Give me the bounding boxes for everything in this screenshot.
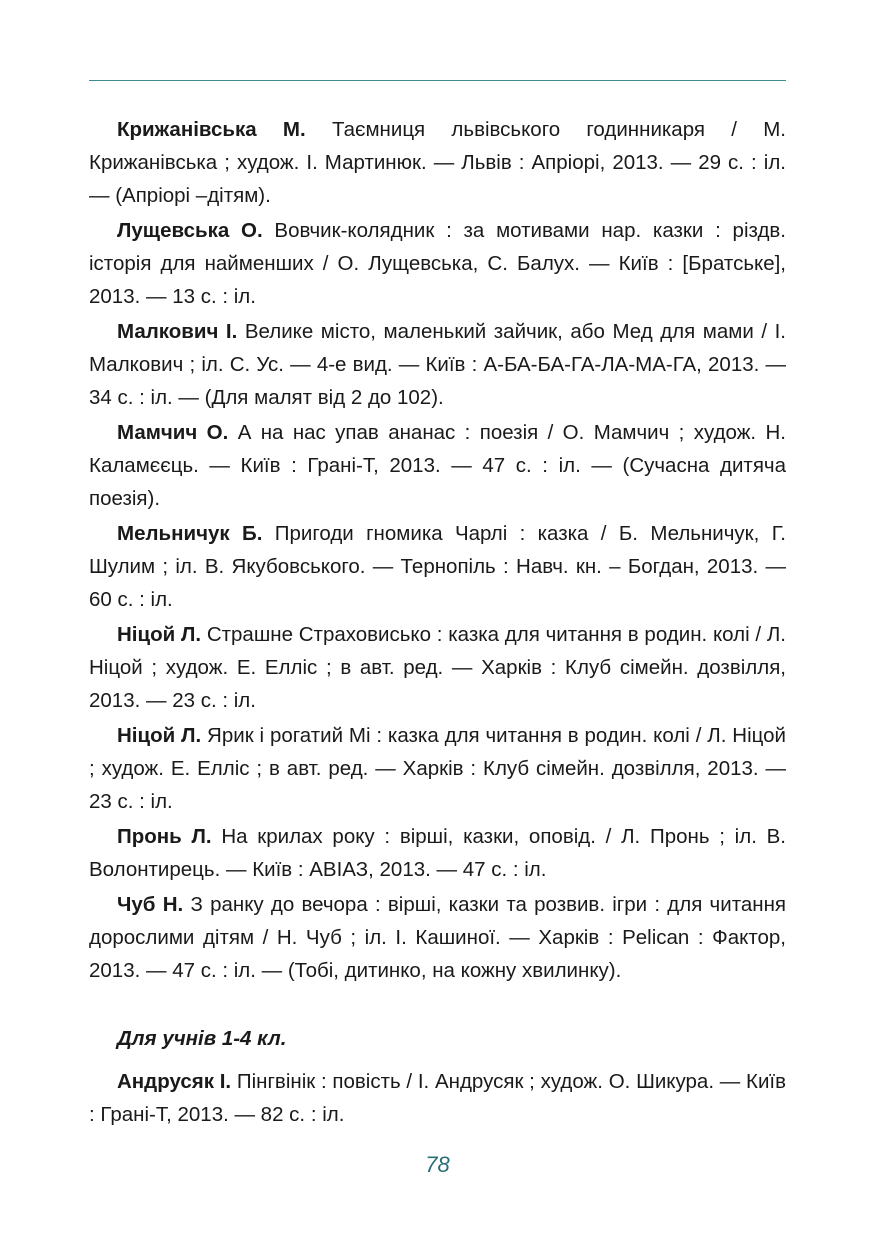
entry-author: Малкович І. — [117, 320, 238, 343]
entry-author: Лущевська О. — [117, 219, 263, 242]
entry-text: Вовчик-колядник : за мотивами нар. казки : різдв. історія для найменших / О. Лущевська, С. Балух. — Київ : [Братське], 2013. — 13 с. : іл. — [89, 219, 787, 308]
entry-author: Чуб Н. — [117, 893, 184, 916]
entry-author: Мельничук Б. — [117, 522, 263, 545]
entry-text: Страшне Страховисько : казка для читання в родин. колі / Л. Ніцой ; худож. Е. Елліс ; в авт. ред. — Харків : Клуб сімейн. дозвілля, 2013. — 23 с. : іл. — [89, 623, 786, 712]
entry-text: Таємниця львівського годинникаря / М. Крижанівська ; худож. І. Мартинюк. — Львів : Апріорі, 2013. — 29 с. : іл. — (Апріорі –дітям). — [89, 118, 786, 207]
bibliography-entry — [89, 1065, 786, 1131]
entry-author: Пронь Л. — [117, 825, 212, 848]
entry-text: Пригоди гномика Чарлі : казка / Б. Мельничук, Г. Шулим ; іл. В. Якубовського. — Тернопіль : Навч. кн. – Богдан, 2013. — 60 с. : іл. — [89, 522, 786, 611]
entry-text: Велике місто, маленький зайчик, або Мед для мами / І. Малкович ; іл. С. Ус. — 4-е вид. — Київ : А-БА-БА-ГА-ЛА-МА-ГА, 2013. — 34 с. : іл. — (Для малят від 2 до 102). — [89, 320, 786, 409]
header-rule — [89, 80, 786, 81]
entry-text: На крилах року : вірші, казки, оповід. / Л. Пронь ; іл. В. Волонтирець. — Київ : АВІАЗ, 2013. — 47 с. : іл. — [89, 825, 786, 881]
bibliography-entry — [89, 618, 786, 717]
entry-author: Андрусяк І. — [117, 1070, 232, 1093]
bibliography-entry — [89, 517, 786, 616]
entry-author: Мамчич О. — [117, 421, 229, 444]
bibliography — [89, 113, 786, 1133]
entry-author: Ніцой Л. — [117, 623, 202, 646]
bibliography-entry — [89, 416, 786, 515]
entry-text: Пінгвінік : повість / І. Андрусяк ; худож. О. Шикура. — Київ : Грані-Т, 2013. — 82 с. : іл. — [89, 1070, 786, 1126]
bibliography-entry — [89, 113, 786, 212]
bibliography-entry — [89, 820, 786, 886]
entry-text: Ярик і рогатий Мі : казка для читання в родин. колі / Л. Ніцой ; худож. Е. Елліс ; в авт. ред. — Харків : Клуб сімейн. дозвілля, 2013. — 23 с. : іл. — [89, 724, 786, 813]
bibliography-entry — [89, 315, 786, 414]
entry-text: А на нас упав ананас : поезія / О. Мамчич ; худож. Н. Каламєєць. — Київ : Грані-Т, 2013. — 47 с. : іл. — (Сучасна дитяча поезія). — [89, 421, 786, 510]
entry-text: З ранку до вечора : вірші, казки та розвив. ігри : для читання дорослими дітям / Н. Чуб ; іл. І. Кашиної. — Харків : Pelican : Фактор, 2013. — 47 с. : іл. — (Тобі, дитинко, на кожну хвилинку). — [89, 893, 786, 982]
entry-author: Крижанівська М. — [117, 118, 306, 141]
page-number: 78 — [425, 1152, 450, 1177]
bibliography-entry — [89, 719, 786, 818]
bibliography-entry — [89, 888, 786, 987]
bibliography-entry — [89, 214, 786, 313]
section-heading: Для учнів 1-4 кл. — [117, 1027, 287, 1050]
entry-author: Ніцой Л. — [117, 724, 202, 747]
